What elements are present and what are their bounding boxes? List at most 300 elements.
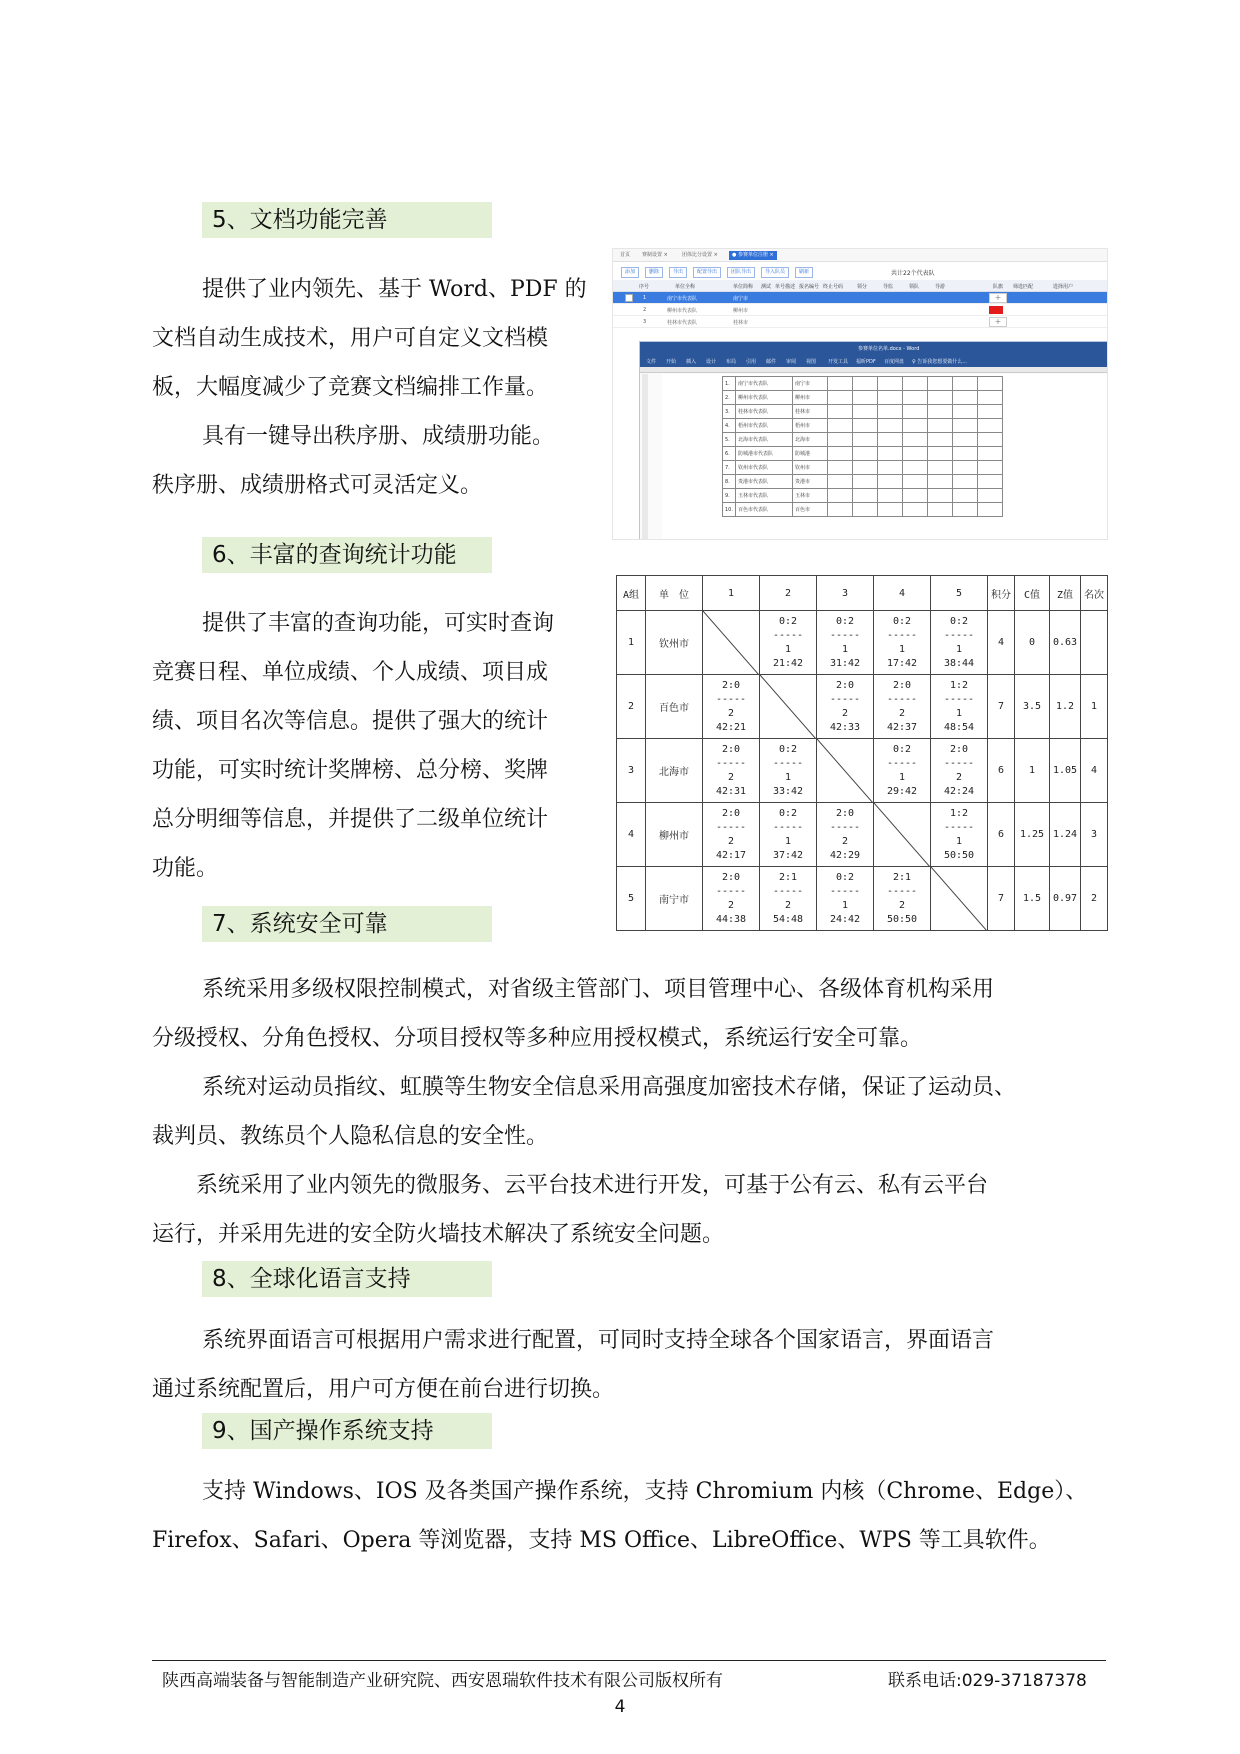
- doc-table-cell: [928, 461, 953, 475]
- add-button: 添加: [621, 267, 639, 278]
- score-line: 2: [727, 771, 735, 783]
- score-block: [874, 679, 930, 735]
- rr-rank: [1081, 611, 1108, 675]
- score-block: [760, 615, 816, 671]
- doc-table-cell: [853, 433, 878, 447]
- rr-z-value: 1.24: [1050, 803, 1081, 867]
- export-button: 导出: [669, 267, 687, 278]
- doc-table-cell: [953, 475, 978, 489]
- score-line: 2:0: [721, 807, 741, 819]
- score-line: -----: [943, 821, 975, 833]
- s6-line-2: 竞赛日程、单位成绩、个人成绩、项目成: [152, 660, 549, 685]
- rr-rank: 4: [1081, 739, 1108, 803]
- word-window: [639, 341, 1108, 540]
- team-export-button: 团队导出: [727, 267, 755, 278]
- score-line: 38:44: [943, 657, 975, 669]
- doc-table-cell: 钦州市: [793, 461, 828, 475]
- score-line: 17:42: [886, 657, 918, 669]
- rr-row: [617, 739, 1108, 803]
- score-line: 1: [955, 835, 963, 847]
- doc-table-cell: [828, 489, 853, 503]
- s5-line-2: 文档自动生成技术，用户可自定义文档模: [152, 326, 549, 351]
- ribbon-item: 布局: [726, 359, 737, 365]
- doc-table-cell: [878, 461, 903, 475]
- doc-table-cell: [878, 391, 903, 405]
- score-line: 2: [841, 707, 849, 719]
- score-block: [931, 743, 987, 799]
- doc-table-cell: 北海市: [793, 433, 828, 447]
- rr-score-cell: [817, 675, 874, 739]
- doc-table-cell: [978, 503, 1003, 517]
- doc-table-cell: 梧州市代表队: [736, 419, 793, 433]
- score-block: [817, 615, 873, 671]
- rr-c-value: 1.5: [1015, 867, 1050, 931]
- rr-diagonal-cell: [703, 611, 760, 675]
- rr-score-cell: [703, 675, 760, 739]
- rr-rank: 2: [1081, 867, 1108, 931]
- score-line: 2:0: [892, 679, 912, 691]
- score-line: 0:2: [835, 615, 855, 627]
- doc-table-cell: 防城港: [793, 447, 828, 461]
- rr-unit: 柳州市: [646, 803, 703, 867]
- rr-z-value: 1.2: [1050, 675, 1081, 739]
- table-row: [613, 292, 1107, 304]
- score-block: [931, 679, 987, 735]
- score-line: 2:1: [778, 871, 798, 883]
- rr-points: 4: [988, 611, 1015, 675]
- score-line: 2:0: [835, 807, 855, 819]
- score-line: 2: [898, 707, 906, 719]
- doc-table-cell: [903, 405, 928, 419]
- tab-team-score-settings: 团体比分设置 ×: [682, 252, 718, 258]
- rr-score-cell: [874, 675, 931, 739]
- section-9-heading: 9、国产操作系统支持: [202, 1413, 492, 1449]
- doc-table-cell: [903, 391, 928, 405]
- score-line: 2:0: [949, 743, 969, 755]
- doc-table-cell: [878, 447, 903, 461]
- doc-table-cell: [828, 391, 853, 405]
- s5-line-5: 秩序册、成绩册格式可灵活定义。: [152, 473, 483, 498]
- section-8-heading: 8、全球化语言支持: [202, 1261, 492, 1297]
- score-block: [817, 679, 873, 735]
- rr-diagonal-cell: [931, 867, 988, 931]
- score-line: 42:21: [715, 721, 747, 733]
- col-header: 导监: [883, 284, 894, 290]
- diagonal-stroke: [817, 739, 873, 803]
- screenshot-tabs: [613, 249, 1107, 262]
- score-block: [760, 743, 816, 799]
- row-short: 南宁市: [733, 296, 749, 302]
- score-line: -----: [829, 885, 861, 897]
- score-line: 1: [841, 643, 849, 655]
- doc-table-cell: [978, 377, 1003, 391]
- rr-score-cell: [874, 611, 931, 675]
- doc-table-cell: [953, 447, 978, 461]
- rr-score-cell: [817, 867, 874, 931]
- rr-header-cell: 3: [817, 576, 874, 611]
- score-line: 2: [841, 835, 849, 847]
- doc-table-row: [723, 377, 1003, 391]
- score-line: 50:50: [943, 849, 975, 861]
- row-number: 3: [643, 319, 647, 325]
- rr-index: 2: [617, 675, 646, 739]
- score-line: 24:42: [829, 913, 861, 925]
- registration-screenshot: [612, 248, 1108, 540]
- col-header: 单位全称: [675, 284, 696, 290]
- rr-header-cell: 4: [874, 576, 931, 611]
- rr-header-cell: 1: [703, 576, 760, 611]
- col-header: 队旗: [993, 284, 1004, 290]
- rr-points: 6: [988, 803, 1015, 867]
- doc-table-row: [723, 391, 1003, 405]
- score-line: -----: [772, 885, 804, 897]
- rr-header-cell: 积分: [988, 576, 1015, 611]
- doc-table-cell: [828, 405, 853, 419]
- doc-table-cell: [903, 377, 928, 391]
- score-line: -----: [886, 693, 918, 705]
- add-flag-icon: +: [989, 317, 1007, 327]
- doc-table-cell: 南宁市: [793, 377, 828, 391]
- score-line: -----: [772, 757, 804, 769]
- col-header: 选择用户: [1053, 284, 1074, 290]
- score-line: 42:17: [715, 849, 747, 861]
- col-header: 筛选匹配: [1013, 284, 1034, 290]
- doc-table-cell: 桂林市: [793, 405, 828, 419]
- rr-score-cell: [703, 867, 760, 931]
- doc-table-row: [723, 489, 1003, 503]
- col-header: 领分: [857, 284, 868, 290]
- s6-line-1: 提供了丰富的查询功能，可实时查询: [202, 611, 555, 636]
- doc-table-cell: 北海市代表队: [736, 433, 793, 447]
- ribbon-item: 审阅: [786, 359, 797, 365]
- rr-row: [617, 803, 1108, 867]
- doc-table-cell: [978, 391, 1003, 405]
- delete-button: 删除: [645, 267, 663, 278]
- doc-table-row: [723, 503, 1003, 517]
- team-count-title: 共计22个代表队: [891, 270, 935, 277]
- doc-table-cell: [903, 419, 928, 433]
- score-block: [760, 807, 816, 863]
- score-line: 1: [955, 643, 963, 655]
- doc-table-cell: [828, 503, 853, 517]
- doc-table-cell: 玉林市代表队: [736, 489, 793, 503]
- score-line: 0:2: [778, 615, 798, 627]
- rr-points: 7: [988, 867, 1015, 931]
- score-line: -----: [943, 693, 975, 705]
- doc-table-cell: [903, 475, 928, 489]
- score-line: -----: [943, 629, 975, 641]
- doc-table-cell: 1.: [723, 377, 736, 391]
- rr-c-value: 3.5: [1015, 675, 1050, 739]
- score-line: 42:31: [715, 785, 747, 797]
- rr-score-cell: [931, 675, 988, 739]
- rr-rank: 1: [1081, 675, 1108, 739]
- s6-line-4: 功能，可实时统计奖牌榜、总分榜、奖牌: [152, 758, 549, 783]
- score-line: 29:42: [886, 785, 918, 797]
- rr-header-cell: 2: [760, 576, 817, 611]
- score-line: 0:2: [892, 615, 912, 627]
- rr-score-cell: [817, 803, 874, 867]
- rr-score-cell: [760, 739, 817, 803]
- rr-score-cell: [931, 803, 988, 867]
- rr-score-cell: [931, 611, 988, 675]
- rr-header-cell: 名次: [1081, 576, 1108, 611]
- rr-z-value: 0.63: [1050, 611, 1081, 675]
- diagonal-stroke: [874, 803, 930, 867]
- s7-line-3: 系统对运动员指纹、虹膜等生物安全信息采用高强度加密技术存储，保证了运动员、: [202, 1075, 1017, 1100]
- score-block: [703, 743, 759, 799]
- s5-line-4: 具有一键导出秩序册、成绩册功能。: [202, 424, 555, 449]
- doc-table-cell: [903, 503, 928, 517]
- table-row: [613, 316, 1107, 328]
- doc-table-cell: [828, 475, 853, 489]
- score-line: -----: [829, 629, 861, 641]
- score-line: 2: [727, 707, 735, 719]
- doc-table-cell: 钦州市代表队: [736, 461, 793, 475]
- doc-table-cell: [928, 489, 953, 503]
- rr-unit: 百色市: [646, 675, 703, 739]
- rr-points: 6: [988, 739, 1015, 803]
- table-header: [613, 280, 1107, 292]
- rr-rank: 3: [1081, 803, 1108, 867]
- col-header: 单号描述: [775, 284, 796, 290]
- doc-table-cell: 桂林市代表队: [736, 405, 793, 419]
- doc-table-cell: 5.: [723, 433, 736, 447]
- score-line: 0:2: [778, 807, 798, 819]
- doc-table-cell: 7.: [723, 461, 736, 475]
- doc-table-cell: [853, 391, 878, 405]
- score-block: [931, 807, 987, 863]
- rr-c-value: 1.25: [1015, 803, 1050, 867]
- ribbon-item: 开始: [666, 359, 677, 365]
- doc-table-row: [723, 447, 1003, 461]
- doc-table-row: [723, 405, 1003, 419]
- rr-row: [617, 867, 1108, 931]
- diagonal-stroke: [931, 867, 987, 931]
- doc-table-cell: [853, 377, 878, 391]
- diagonal-line: [703, 611, 759, 675]
- s6-line-5: 总分明细等信息，并提供了二级单位统计: [152, 807, 549, 832]
- rr-score-cell: [760, 867, 817, 931]
- rr-diagonal-cell: [874, 803, 931, 867]
- score-line: -----: [886, 757, 918, 769]
- ribbon-item: 开发工具: [828, 359, 849, 365]
- score-line: -----: [715, 885, 747, 897]
- footer-phone: 联系电话:029-37187378: [888, 1671, 1087, 1691]
- score-line: 1: [784, 835, 792, 847]
- rr-score-cell: [703, 739, 760, 803]
- score-line: 54:48: [772, 913, 804, 925]
- score-line: 1: [955, 707, 963, 719]
- score-line: 2:0: [835, 679, 855, 691]
- doc-table-cell: [928, 433, 953, 447]
- s7-line-5: 系统采用了业内领先的微服务、云平台技术进行开发，可基于公有云、私有云平台: [196, 1173, 989, 1198]
- doc-table-cell: 贵港市: [793, 475, 828, 489]
- doc-table-cell: 柳州市代表队: [736, 391, 793, 405]
- rr-score-cell: [931, 739, 988, 803]
- doc-table-cell: [878, 419, 903, 433]
- rr-index: 1: [617, 611, 646, 675]
- score-block: [874, 615, 930, 671]
- doc-table-cell: 百色市代表队: [736, 503, 793, 517]
- row-name: 南宁市代表队: [667, 296, 698, 302]
- rr-header-cell: 5: [931, 576, 988, 611]
- score-line: 2: [727, 899, 735, 911]
- rr-unit: 北海市: [646, 739, 703, 803]
- col-header: 终止号码: [823, 284, 844, 290]
- word-table: [722, 376, 1003, 517]
- rr-diagonal-cell: [817, 739, 874, 803]
- doc-table-row: [723, 433, 1003, 447]
- rr-c-value: 1: [1015, 739, 1050, 803]
- row-checkbox: [625, 294, 633, 302]
- rr-diagonal-cell: [760, 675, 817, 739]
- ribbon-item: 引用: [746, 359, 757, 365]
- doc-table-cell: [953, 433, 978, 447]
- score-line: -----: [829, 693, 861, 705]
- diagonal-line: [760, 675, 816, 739]
- score-line: 2:0: [721, 743, 741, 755]
- col-header: 领队: [909, 284, 920, 290]
- rr-header-cell: 单 位: [646, 576, 703, 611]
- rr-unit: 钦州市: [646, 611, 703, 675]
- doc-table-cell: [853, 489, 878, 503]
- score-line: 31:42: [829, 657, 861, 669]
- tab-home: 首页: [620, 252, 631, 258]
- score-line: 1: [898, 643, 906, 655]
- ribbon-search: ♀ 告诉我您想要做什么...: [912, 359, 968, 365]
- word-page: [662, 374, 1108, 540]
- score-line: 50:50: [886, 913, 918, 925]
- doc-table-cell: [928, 475, 953, 489]
- ribbon-item: 百度网盘: [884, 359, 905, 365]
- doc-table-cell: [853, 447, 878, 461]
- score-line: -----: [772, 629, 804, 641]
- score-line: 1: [784, 771, 792, 783]
- row-short: 桂林市: [733, 320, 749, 326]
- rr-score-cell: [703, 803, 760, 867]
- doc-table-cell: [878, 489, 903, 503]
- footer-copyright: 陕西高端装备与智能制造产业研究院、西安恩瑞软件技术有限公司版权所有: [162, 1671, 723, 1691]
- rr-c-value: 0: [1015, 611, 1050, 675]
- word-title-bar: [640, 342, 1108, 355]
- score-line: -----: [886, 885, 918, 897]
- doc-table-cell: [828, 433, 853, 447]
- s5-line-3: 板，大幅度减少了竞赛文档编排工作量。: [152, 375, 549, 400]
- score-line: 0:2: [778, 743, 798, 755]
- rr-z-value: 1.05: [1050, 739, 1081, 803]
- doc-table-cell: 3.: [723, 405, 736, 419]
- doc-table-cell: [828, 377, 853, 391]
- rr-unit: 南宁市: [646, 867, 703, 931]
- score-line: 1:2: [949, 807, 969, 819]
- doc-table-cell: [978, 475, 1003, 489]
- doc-table-cell: [978, 489, 1003, 503]
- doc-table-cell: [928, 503, 953, 517]
- section-6-heading: 6、丰富的查询统计功能: [202, 537, 492, 573]
- doc-table-cell: [953, 391, 978, 405]
- doc-table-cell: [928, 405, 953, 419]
- page-number: 4: [614, 1697, 626, 1717]
- doc-table-cell: [903, 461, 928, 475]
- diagonal-line: [931, 867, 987, 931]
- diagonal-stroke: [703, 611, 759, 675]
- score-line: 1: [898, 771, 906, 783]
- score-line: 44:38: [715, 913, 747, 925]
- rr-header-cell: A组: [617, 576, 646, 611]
- doc-table-cell: 百色市: [793, 503, 828, 517]
- doc-table-cell: 6.: [723, 447, 736, 461]
- rr-score-cell: [817, 611, 874, 675]
- add-flag-icon: +: [989, 293, 1007, 303]
- s7-line-6: 运行，并采用先进的安全防火墙技术解决了系统安全问题。: [152, 1222, 725, 1247]
- diagonal-line: [874, 803, 930, 867]
- col-header: 测试: [761, 284, 772, 290]
- score-block: [817, 871, 873, 927]
- doc-table-cell: [853, 475, 878, 489]
- ribbon-item: 设计: [706, 359, 717, 365]
- rr-score-cell: [760, 803, 817, 867]
- ribbon-item: 视图: [806, 359, 817, 365]
- doc-table-cell: [978, 433, 1003, 447]
- vertical-ruler: [642, 374, 648, 540]
- doc-table-cell: [978, 461, 1003, 475]
- score-line: 0:2: [835, 871, 855, 883]
- doc-table-cell: 4.: [723, 419, 736, 433]
- score-line: 37:42: [772, 849, 804, 861]
- rr-header-cell: C值: [1015, 576, 1050, 611]
- score-block: [817, 807, 873, 863]
- doc-table-cell: [878, 377, 903, 391]
- score-line: 2: [955, 771, 963, 783]
- diagonal-line: [817, 739, 873, 803]
- doc-table-cell: 9.: [723, 489, 736, 503]
- table-row: [613, 304, 1107, 316]
- doc-table-cell: 南宁市代表队: [736, 377, 793, 391]
- rr-score-cell: [874, 867, 931, 931]
- row-name: 柳州市代表队: [667, 308, 698, 314]
- doc-table-cell: 梧州市: [793, 419, 828, 433]
- s9-line-2: Firefox、Safari、Opera 等浏览器，支持 MS Office、LibreOffice、WPS 等工具软件。: [152, 1528, 1051, 1553]
- doc-table-cell: 8.: [723, 475, 736, 489]
- col-header: 报名编号: [799, 284, 820, 290]
- word-title: 参赛单位名单.docx - Word: [858, 346, 920, 352]
- score-line: 33:42: [772, 785, 804, 797]
- doc-table-cell: [878, 433, 903, 447]
- score-line: 0:2: [892, 743, 912, 755]
- ribbon-item: 福昕PDF: [856, 359, 876, 365]
- doc-table-row: [723, 461, 1003, 475]
- score-line: -----: [715, 757, 747, 769]
- score-line: 2: [727, 835, 735, 847]
- doc-table-cell: [878, 475, 903, 489]
- score-line: 0:2: [949, 615, 969, 627]
- doc-table-cell: [878, 405, 903, 419]
- doc-table-cell: [853, 461, 878, 475]
- tab-competition-settings: 赛制设置 ×: [642, 252, 668, 258]
- doc-table-cell: [878, 503, 903, 517]
- import-members-button: 导入队员: [761, 267, 789, 278]
- doc-table-row: [723, 475, 1003, 489]
- score-line: 1:2: [949, 679, 969, 691]
- doc-table-cell: [828, 447, 853, 461]
- doc-table-cell: [953, 461, 978, 475]
- rr-index: 4: [617, 803, 646, 867]
- score-line: 2: [898, 899, 906, 911]
- rr-points: 7: [988, 675, 1015, 739]
- score-line: 42:24: [943, 785, 975, 797]
- score-block: [874, 743, 930, 799]
